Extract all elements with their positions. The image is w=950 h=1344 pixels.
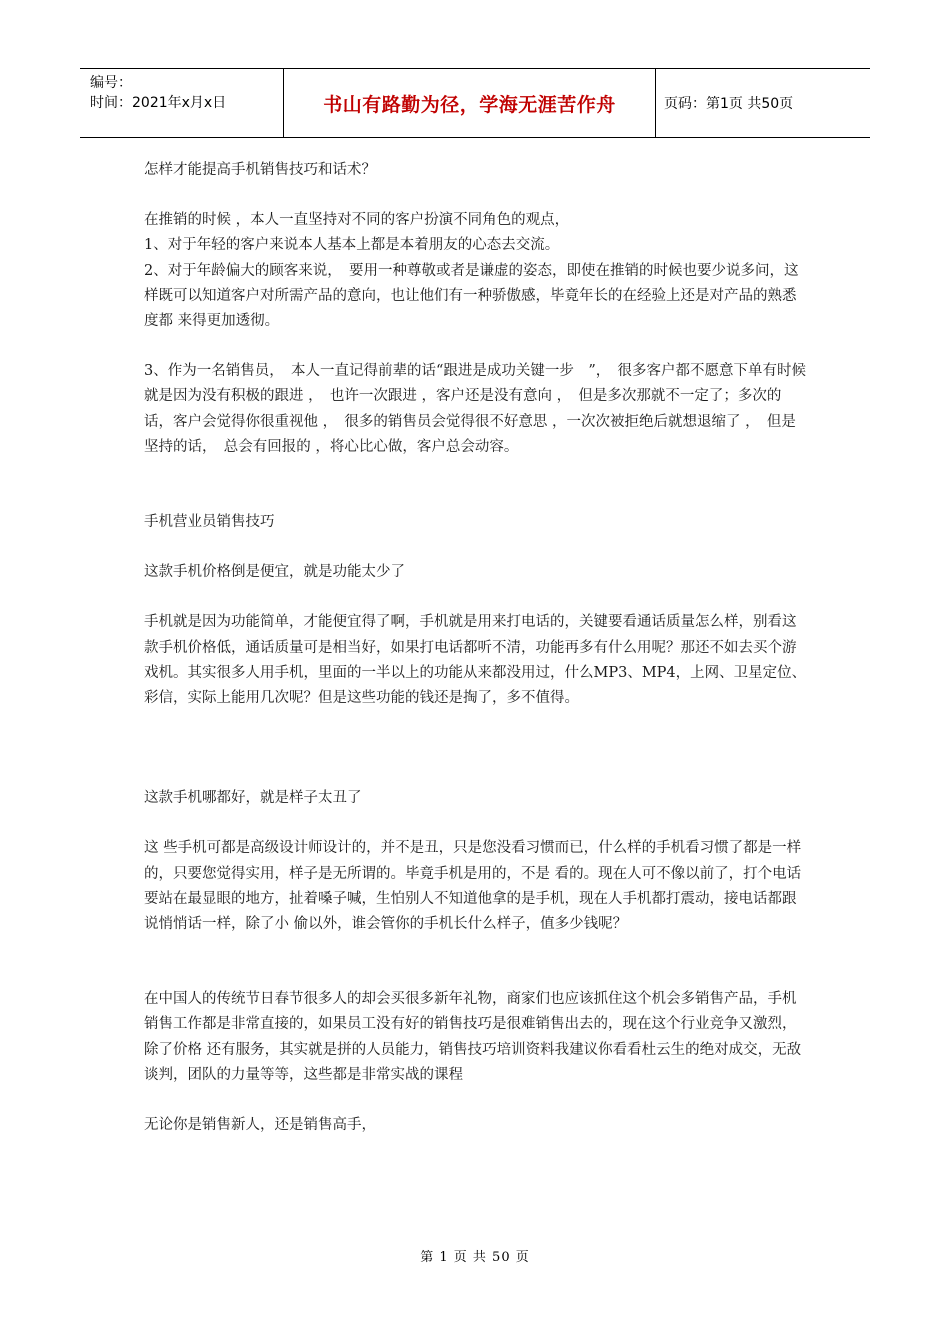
page-footer: 第 1 页 共 50 页 [420,1250,530,1265]
paragraph: 这 些手机可都是高级设计师设计的，并不是丑，只是您没看习惯而已，什么样的手机看习惯了都是一样的，只要您觉得实用，样子是无所谓的。毕竟手机是用的，不是 看的。现在人可不像以前了，打个电话要站在最显眼的地方，扯着嗓子喊，生怕别人不知道他拿的是手机，现在人手机都打震动，接电话都跟说悄悄话一样，除了小 偷以外，谁会管你的手机长什么样子，值多少钱呢？ [144,840,802,933]
paragraph: 2、对于年龄偏大的顾客来说， 要用一种尊敬或者是谦虚的姿态，即使在推销的时候也要少说多问，这样既可以知道客户对所需产品的意向，也让他们有一种骄傲感，毕竟年长的在经验上还是对产品的熟悉度都 来得更加透彻。 [144,262,799,330]
section-title: 手机营业员销售技巧 [144,514,275,531]
paragraph: 无论你是销售新人，还是销售高手， [144,1117,376,1134]
question-heading: 这款手机价格倒是便宜，就是功能太少了 [144,564,405,581]
paragraph: 在推销的时候 ，本人一直坚持对不同的客户扮演不同角色的观点， [144,212,570,229]
paragraph: 3、作为一名销售员， 本人一直记得前辈的话“跟进是成功关键一步 ”， 很多客户都不愿意下单有时候就是因为没有积极的跟进 ， 也许一次跟进 ，客户还是没有意向 ， 但是多次那就不一定了；多次的话，客户会觉得你很重视他 ， 很多的销售员会觉得很不好意思 ，一次次被拒绝后就想退缩了 ， 但是坚持的话， 总会有回报的 ，将心比心做，客户总会动容。 [144,363,807,455]
document-body [144,158,810,1138]
page-header [80,68,870,138]
question-heading: 这款手机哪都好，就是样子太丑了 [144,790,362,807]
document-date: 时间：2021年x月x日 [90,95,227,111]
header-page-info: 页码：第1页 共50页 [664,96,794,112]
section-title: 怎样才能提高手机销售技巧和话术？ [144,162,376,178]
paragraph: 手机就是因为功能简单，才能便宜得了啊，手机就是用来打电话的，关键要看通话质量怎么样，别看这款手机价格低，通话质量可是相当好，如果打电话都听不清，功能再多有什么用呢？那还不如去买个游戏机。其实很多人用手机，里面的一半以上的功能从来都没用过，什么MP3、MP4，上网、卫星定位、彩信，实际上能用几次呢？但是这些功能的钱还是掏了，多不值得。 [144,614,807,707]
header-motto: 书山有路勤为径，学海无涯苦作舟 [283,69,656,137]
header-meta [80,69,283,137]
paragraph: 在中国人的传统节日春节很多人的却会买很多新年礼物，商家们也应该抓住这个机会多销售产品，手机销售工作都是非常直接的，如果员工没有好的销售技巧是很难销售出去的，现在这个行业竞争又激烈，除了价格 还有服务，其实就是拼的人员能力，销售技巧培训资料我建议你看看杜云生的绝对成交，无敌谈判，团队的力量等等，这些都是非常实战的课程 [144,991,802,1083]
document-number-label: 编号： [90,75,132,91]
paragraph: 1、对于年轻的客户来说本人基本上都是本着朋友的心态去交流。 [144,237,560,254]
